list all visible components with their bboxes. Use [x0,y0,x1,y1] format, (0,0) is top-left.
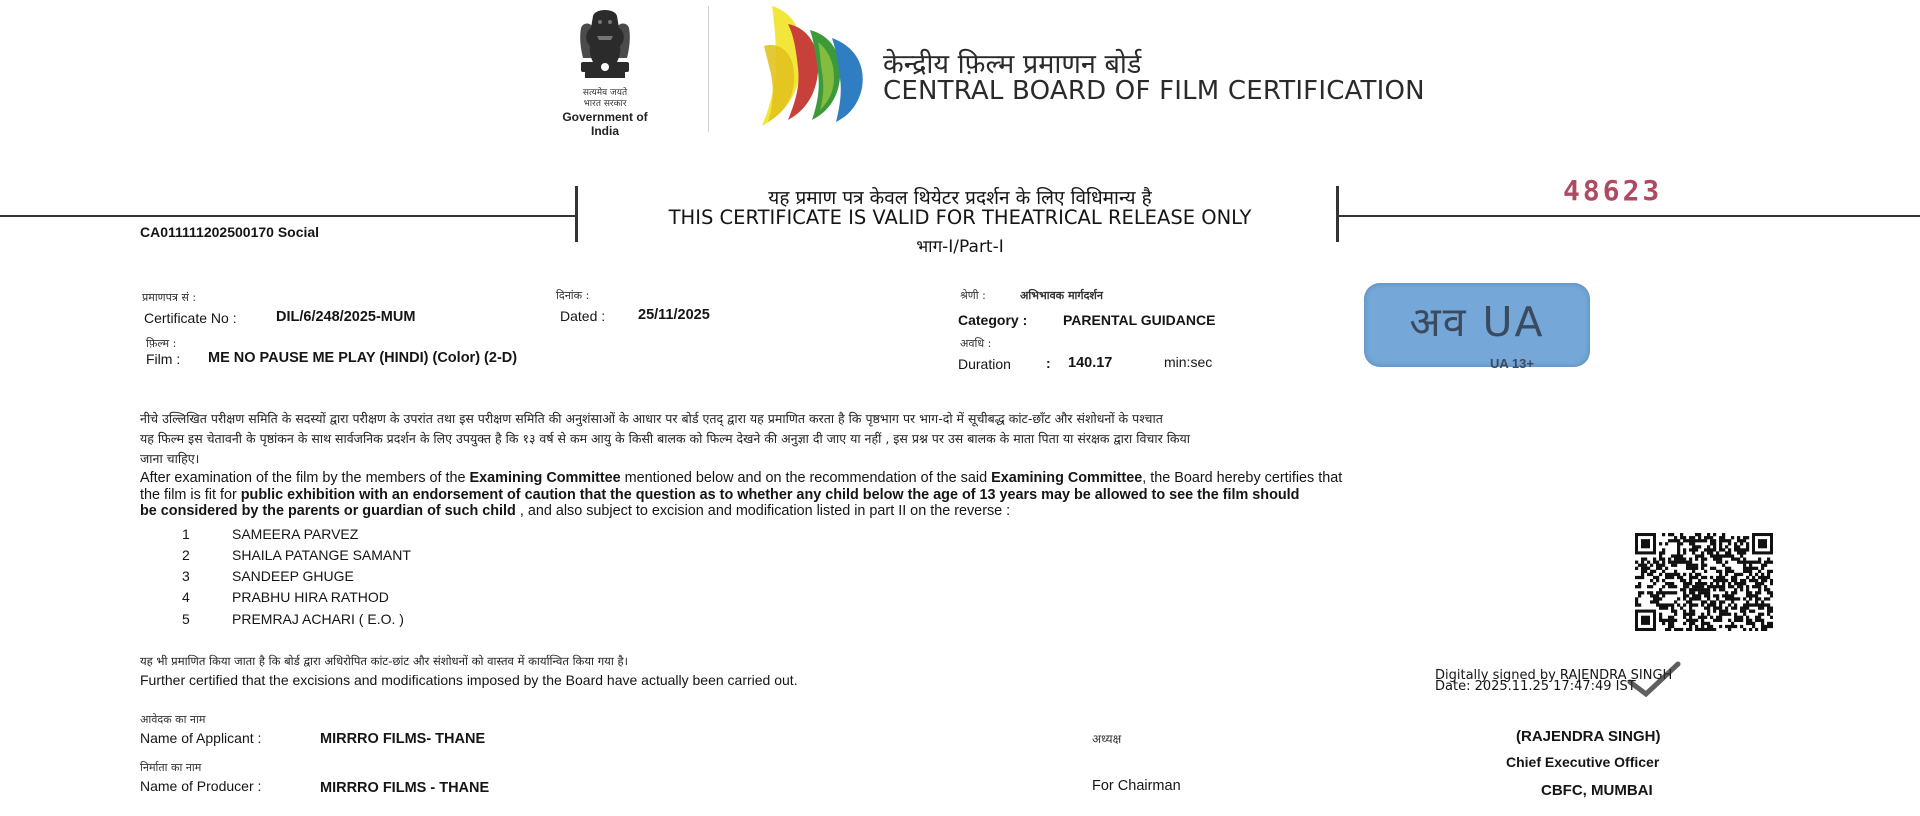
cbfc-logo [758,2,876,130]
further-certified: Further certified that the excisions and modifications imposed by the Board have actually been carried out. [140,672,798,688]
member-name: SAMEERA PARVEZ [232,526,359,542]
certification-text-line2: the film is fit for public exhibition with an endorsement of caution that the question as to whether any child below the age of 13 years may be allowed to see the film should [140,487,1300,503]
band-right-bracket [1336,186,1339,242]
validity-note-hindi: यह प्रमाण पत्र केवल थियेटर प्रदर्शन के लिए विधिमान्य है [768,187,1152,209]
rating-age-label: UA 13+ [1490,356,1534,371]
date-label-hindi: दिनांक : [556,289,590,302]
member-number: 3 [182,568,190,584]
band-left-bracket [575,186,578,242]
applicant-name: MIRRRO FILMS- THANE [320,731,486,747]
band-right-rule [1338,215,1920,217]
serial-number: 48623 [1563,174,1663,207]
member-name: PRABHU HIRA RATHOD [232,589,389,605]
chairman-label-hindi: अध्यक्ष [1092,732,1122,746]
signatory-designation: Chief Executive Officer [1506,754,1660,770]
cert-no-value: DIL/6/248/2025-MUM [276,309,416,325]
national-emblem [560,6,650,138]
duration-label: Duration [958,356,1011,372]
certification-text-line3: be considered by the parents or guardian of such child , and also subject to excision and modification listed in part II on the reverse : [140,503,1011,519]
duration-value: 140.17 [1068,355,1113,371]
header-divider [708,6,709,132]
cert-no-label: Certificate No : [144,310,237,326]
member-name: PREMRAJ ACHARI ( E.O. ) [232,611,404,627]
category-label: Category : [958,312,1028,328]
producer-label: Name of Producer : [140,778,262,794]
producer-label-hindi: निर्माता का नाम [140,761,202,774]
qr-code[interactable] [1635,533,1773,631]
certification-text-line1: After examination of the film by the members of the Examining Committee mentioned below and on the recommendation of the said Examining Committee, the Board hereby certifies that [140,470,1343,486]
cert-no-label-hindi: प्रमाणपत्र सं : [142,291,197,304]
certification-text-hindi-line3: जाना चाहिए। [140,451,200,466]
ashoka-lion-emblem-icon [573,6,637,88]
member-name: SHAILA PATANGE SAMANT [232,547,411,563]
date-label: Dated : [560,308,606,324]
film-label: Film : [146,351,181,367]
cbfc-logo-icon [758,2,876,130]
signatory-name: (RAJENDRA SINGH) [1516,728,1661,745]
certification-text-hindi-line2: यह फिल्म इस चेतावनी के पृष्ठांकन के साथ सार्वजनिक प्रदर्शन के लिए उपयुक्त है कि १३ वर्ष से कम आयु के किसी बालक को फिल्म देखने की अनुज्ञा दी जाए या नहीं , इस प्रश्न पर उस बालक के माता पिता या संरक्षक द्वारा विचार किया [140,431,1191,446]
member-number: 5 [182,611,190,627]
digital-signature-line2: Date: 2025.11.25 17:47:49 IST [1435,679,1636,694]
member-number: 1 [182,526,190,542]
band-left-rule [0,215,576,217]
emblem-motto: सत्यमेव जयते [582,88,628,98]
category-label-hindi: श्रेणी : [960,289,986,302]
part-label: भाग-I/Part-I [916,237,1004,257]
producer-name: MIRRRO FILMS - THANE [320,780,490,796]
signature-verified-check-icon [1626,660,1682,700]
category-value-hindi: अभिभावक मार्गदर्शन [1020,289,1104,302]
duration-unit: min:sec [1164,354,1213,370]
category-value: PARENTAL GUIDANCE [1063,312,1216,328]
member-name: SANDEEP GHUGE [232,568,354,584]
further-certified-hindi: यह भी प्रमाणित किया जाता है कि बोर्ड द्वारा अधिरोपित कांट-छांट और संशोधनों को वास्तव में कार्यान्वित किया गया है। [140,654,628,668]
date-value: 25/11/2025 [638,307,710,323]
certification-text-hindi-line1: नीचे उल्लिखित परीक्षण समिति के सदस्यों द्वारा परीक्षण के उपरांत तथा इस परीक्षण समिति की अनुशंसाओं के आधार पर बोर्ड एतद् द्वारा यह प्रमाणित करता है कि पृष्ठभाग पर भाग-दो में सूचीबद्ध कांट-छाँट और संशोधनों के पश्चात [140,411,1163,426]
applicant-label: Name of Applicant : [140,730,262,746]
org-name: CENTRAL BOARD OF FILM CERTIFICATION [883,76,1425,106]
signatory-office: CBFC, MUMBAI [1541,782,1653,799]
emblem-hindi-label: भारत सरकार [583,99,627,109]
duration-label-hindi: अवधि : [960,337,992,350]
validity-note: THIS CERTIFICATE IS VALID FOR THEATRICAL RELEASE ONLY [668,206,1252,229]
reference-code: CA011111202500170 Social [140,224,320,240]
org-name-hindi: केन्द्रीय फ़िल्म प्रमाणन बोर्ड [883,49,1142,80]
film-label-hindi: फ़िल्म : [146,337,177,350]
applicant-label-hindi: आवेदक का नाम [140,713,206,726]
government-label: Government of India [562,110,648,138]
chairman-label: For Chairman [1092,778,1181,794]
film-title: ME NO PAUSE ME PLAY (HINDI) (Color) (2-D) [208,350,518,366]
member-number: 2 [182,547,190,563]
member-number: 4 [182,589,190,605]
digital-signature-line1: Digitally signed by RAJENDRA SINGH [1435,668,1673,683]
rating-label: अव UA [1409,298,1545,346]
